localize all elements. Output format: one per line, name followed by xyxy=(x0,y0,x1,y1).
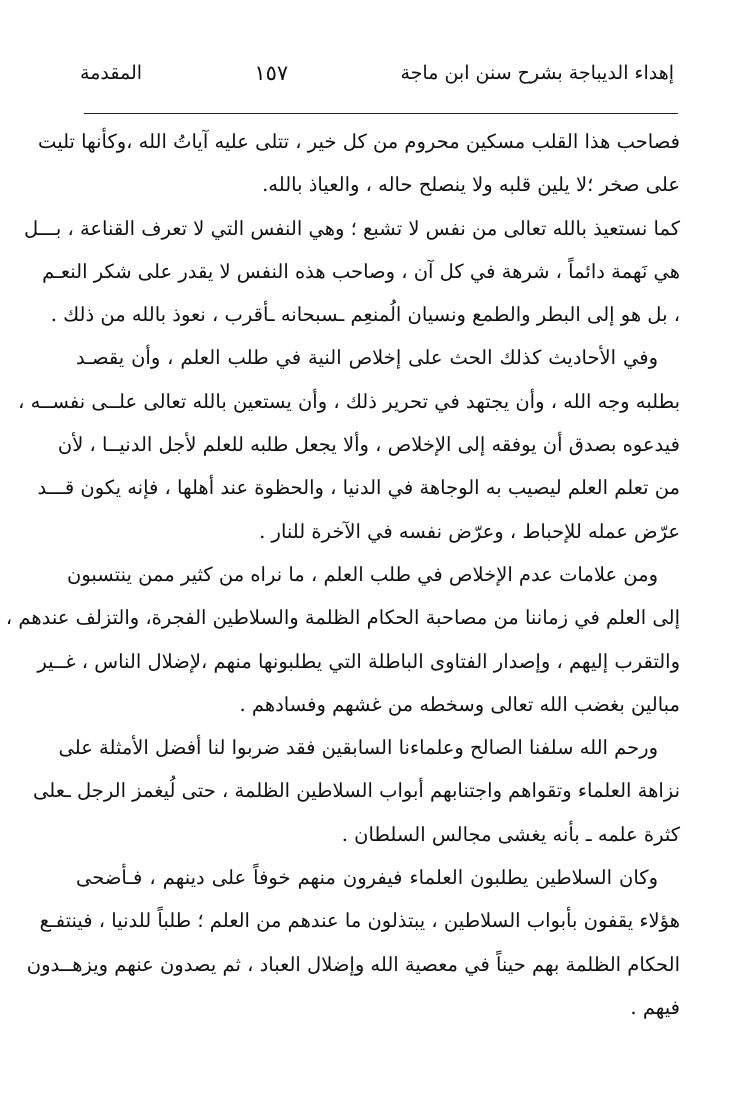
text-line: نزاهة العلماء وتقواهم واجتنابهم أبواب السلاطين الظلمة ، حتى لُيغمز الرجل ـعلى xyxy=(33,779,680,803)
text-line: الحكام الظلمة بهم حيناً في معصية الله وإضلال العباد ، ثم يصدون عنهم ويزهــدون xyxy=(26,952,680,976)
text-line: والتقرب إليهم ، وإصدار الفتاوى الباطلة التي يطلبونها منهم ،لإضلال الناس ، غــير xyxy=(37,649,680,673)
text-line: بطلبه وجه الله ، وأن يجتهد في تحرير ذلك ، وأن يستعين بالله تعالى علــى نفســه ، xyxy=(18,389,680,413)
text-line: هي نَهمة دائماً ، شرهة في كل آن ، وصاحب هذه النفس لا يقدر على شكر النعـم xyxy=(42,259,680,283)
text-line: عرّض عمله للإحباط ، وعرّض نفسه في الآخرة للنار . xyxy=(259,519,680,543)
body-text xyxy=(5,120,680,1029)
book-title: إهداء الديباجة بشرح سنن ابن ماجة xyxy=(400,62,674,84)
text-line: ومن علامات عدم الإخلاص في طلب العلم ، ما نراه من كثير ممن ينتسبون xyxy=(67,562,658,586)
header-meta-group xyxy=(254,56,288,90)
page-number: ١٥٧ xyxy=(254,61,289,85)
text-line: كثرة علمه ـ بأنه يغشى مجالس السلطان . xyxy=(341,822,680,846)
text-line: على صخر ؛لا يلين قلبه ولا ينصلح حاله ، والعياذ بالله. xyxy=(262,173,680,197)
text-line: كما نستعيذ بالله تعالى من نفس لا تشبع ؛ وهي النفس التي لا تعرف القناعة ، بـــل xyxy=(23,216,680,240)
text-line: فيهم . xyxy=(630,995,680,1019)
text-line: فصاحب هذا القلب مسكين محروم من كل خير ، تتلى عليه آياتُ الله ،وكأنها تليت xyxy=(38,130,680,153)
text-line: ، بل هو إلى البطر والطمع ونسيان الُمنعِم ـسبحانه ـأقرب ، نعوذ بالله من ذلك . xyxy=(50,303,680,327)
text-line: وكان السلاطين يطلبون العلماء فيفرون منهم خوفاً على دينهم ، فـأضحى xyxy=(76,866,658,890)
text-line: ورحم الله سلفنا الصالح وعلماءنا السابقين فقد ضربوا لنا أفضل الأمثلة على xyxy=(58,736,658,760)
text-line: هؤلاء يقفون بأبواب السلاطين ، يبتذلون ما عندهم من العلم ؛ طلباً للدنيا ، فينتفـع xyxy=(39,909,680,933)
header-divider xyxy=(84,113,678,114)
text-line: وفي الأحاديث كذلك الحث على إخلاص النية في طلب العلم ، وأن يقصـد xyxy=(76,346,658,370)
header-book-group xyxy=(401,56,675,90)
running-header xyxy=(80,56,674,90)
text-line: فيدعوه بصدق أن يوفقه إلى الإخلاص ، وألا يجعل طلبه للعلم لأجل الدنيــا ، لأن xyxy=(57,433,680,457)
section-title: المقدمة xyxy=(80,62,143,84)
text-line: مبالين بغضب الله تعالى وسخطه من غشهم وفسادهم . xyxy=(239,692,680,716)
text-line: إلى العلم في زماننا من مصاحبة الحكام الظلمة والسلاطين الفجرة، والتزلف عندهم ، xyxy=(5,606,680,630)
text-line: من تعلم العلم ليصيب به الوجاهة في الدنيا ، والحظوة عند أهلها ، فإنه يكون قـــد xyxy=(37,476,680,500)
